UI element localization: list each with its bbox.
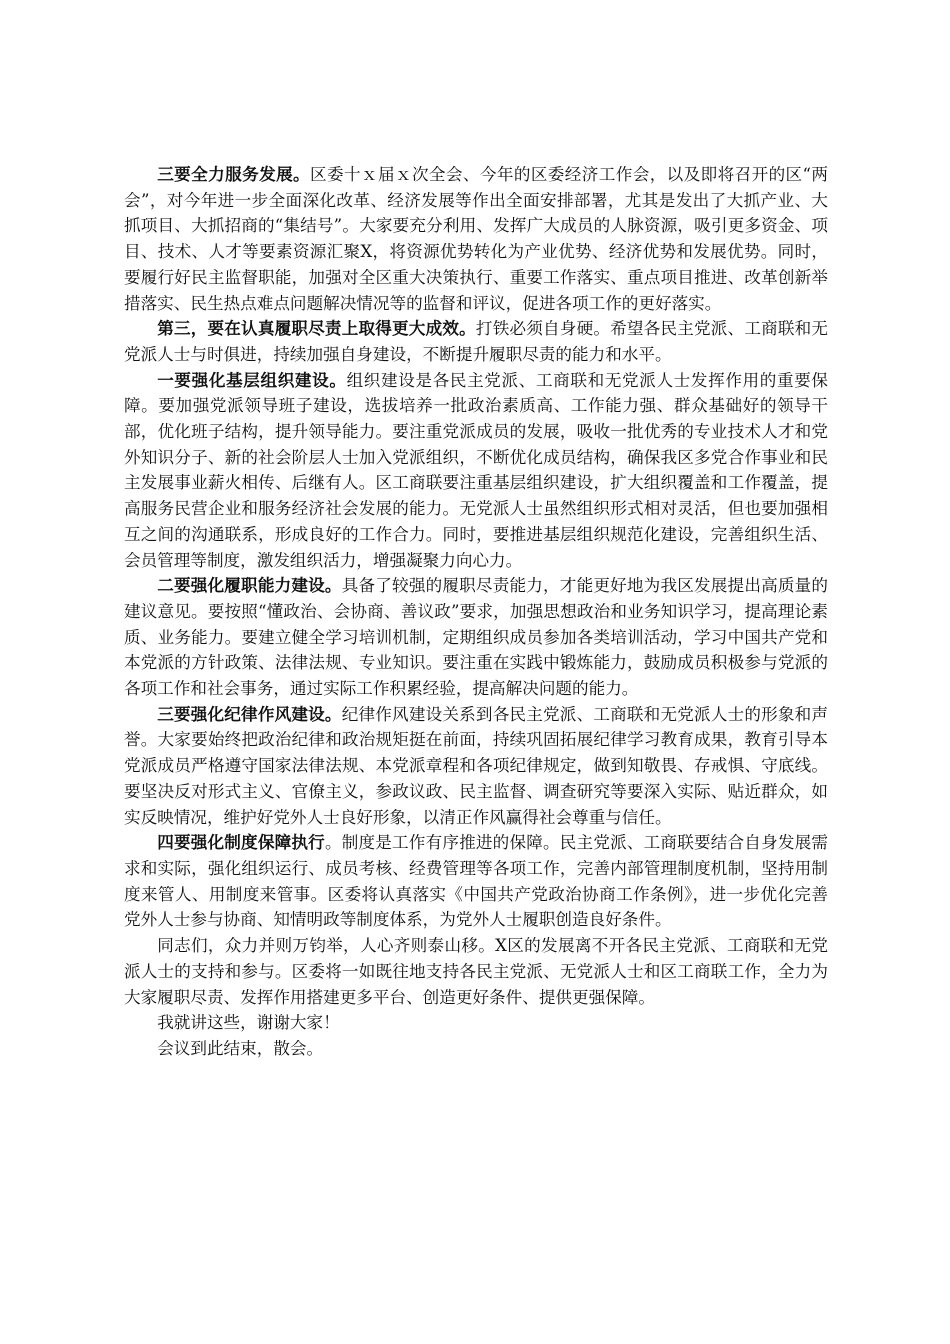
paragraph-text: 具备了较强的履职尽责能力，才能更好地为我区发展提出高质量的建议意见。要按照“懂政治、会协商、善议政”要求，加强思想政治和业务知识学习，提高理论素质、业务能力。要建立健全学习培训机制，定期组织成员参加各类培训活动，学习中国共产党和本党派的方针政策、法律法规、专业知识。要注重在实践中锻炼能力，鼓励成员积极参与党派的各项工作和社会事务，通过实际工作积累经验，提高解决问题的能力。 [124, 576, 829, 699]
paragraph-heading: 四要强化制度保障执行 [157, 833, 325, 853]
paragraph-text: 我就讲这些，谢谢大家！ [157, 1013, 340, 1033]
document-body [124, 162, 828, 1062]
paragraph-adjourn [124, 1036, 828, 1062]
paragraph-text: 。制度是工作有序推进的保障。民主党派、工商联要结合自身发展需求和实际，强化组织运行、成员考核、经费管理等各项工作，完善内部管理制度机制，坚持用制度来管人、用制度来管事。区委将认真落实《中国共产党政治协商工作条例》，进一步优化完善党外人士参与协商、知情明政等制度体系，为党外人士履职创造良好条件。 [124, 833, 828, 930]
paragraph-heading: 二要强化履职能力建设。 [157, 576, 342, 596]
paragraph-discipline-building [124, 702, 828, 831]
paragraph-heading: 一要强化基层组织建设。 [157, 370, 347, 390]
paragraph-third-section [124, 316, 828, 367]
paragraph-text: 打铁必须自身硬。希望各民主党派、工商联和无党派人士与时俱进，持续加强自身建设，不断提升履职尽责的能力和水平。 [124, 319, 829, 364]
paragraph-text: 组织建设是各民主党派、工商联和无党派人士发挥作用的重要保障。要加强党派领导班子建设，选拔培养一批政治素质高、工作能力强、群众基础好的领导干部，优化班子结构，提升领导能力。要注重党派成员的发展，吸收一批优秀的专业技术人才和党外知识分子、新的社会阶层人士加入党派组织，不断优化成员结构，确保我区多党合作事业和民主发展事业薪火相传、后继有人。区工商联要注重基层组织建设，扩大组织覆盖和工作覆盖，提高服务民营企业和服务经济社会发展的能力。无党派人士虽然组织形式相对灵活，但也要加强相互之间的沟通联系，形成良好的工作合力。同时，要推进基层组织规范化建设，完善组织生活、会员管理等制度，激发组织活力，增强凝聚力向心力。 [124, 370, 829, 570]
paragraph-text: 会议到此结束，散会。 [157, 1038, 324, 1058]
section-heading: 第三，要在认真履职尽责上取得更大成效。 [157, 319, 476, 339]
paragraph-text: 区委十ｘ届ｘ次全会、今年的区委经济工作会，以及即将召开的区“两会”，对今年进一步全面深化改革、经济发展等作出全面安排部署，尤其是发出了大抓产业、大抓项目、大抓招商的“集结号”。大家要充分利用、发挥广大成员的人脉资源，吸引更多资金、项目、技术、人才等要素资源汇聚X，将资源优势转化为产业优势、经济优势和发展优势。同时，要履行好民主监督职能，加强对全区重大决策执行、重要工作落实、重点项目推进、改革创新举措落实、民生热点难点问题解决情况等的监督和评议，促进各项工作的更好落实。 [124, 165, 829, 313]
paragraph-institutional-guarantee [124, 830, 828, 933]
paragraph-serve-development [124, 162, 828, 316]
paragraph-thanks [124, 1010, 828, 1036]
paragraph-closing-remarks [124, 933, 828, 1010]
paragraph-capability-building [124, 573, 828, 702]
paragraph-heading: 三要强化纪律作风建设。 [157, 704, 342, 724]
paragraph-heading: 三要全力服务发展。 [157, 165, 311, 184]
paragraph-text: 同志们，众力并则万钧举，人心齐则泰山移。X区的发展离不开各民主党派、工商联和无党派人士的支持和参与。区委将一如既往地支持各民主党派、无党派人士和区工商联工作，全力为大家履职尽责、发挥作用搭建更多平台、创造更好条件、提供更强保障。 [124, 936, 828, 1007]
paragraph-organization-building [124, 368, 828, 574]
paragraph-text: 纪律作风建设关系到各民主党派、工商联和无党派人士的形象和声誉。大家要始终把政治纪律和政治规矩挺在前面，持续巩固拓展纪律学习教育成果，教育引导本党派成员严格遵守国家法律法规、本党派章程和各项纪律规定，做到知敬畏、存戒惧、守底线。要坚决反对形式主义、官僚主义，参政议政、民主监督、调查研究等要深入实际、贴近群众，如实反映情况，维护好党外人士良好形象，以清正作风赢得社会尊重与信任。 [124, 704, 829, 827]
